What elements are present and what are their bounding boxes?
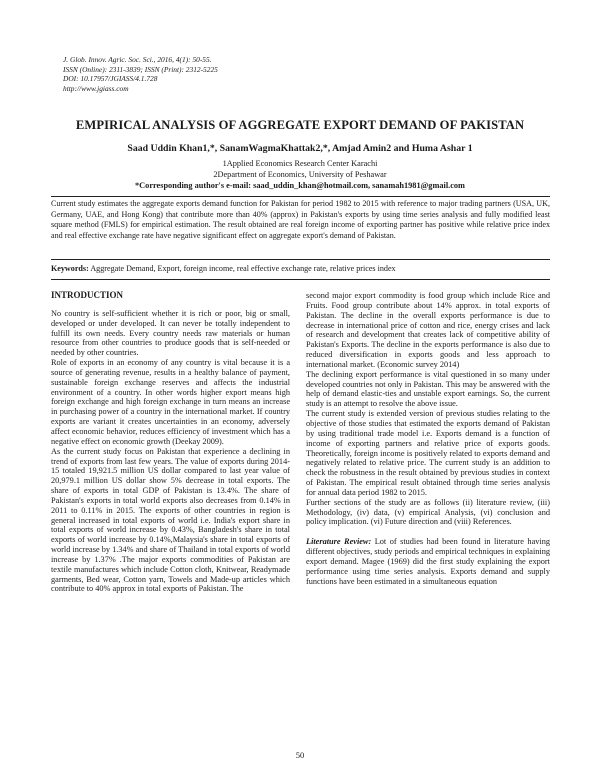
right-paragraph-3: The current study is extended version of previous studies relating to the objective of those studies that estimated the exports demand of Pakistan by using traditional trade model i.e. Exports demand is a function of income of exporting partners and relative price of exports goods. Theoretically, foreign income is positively related to exports demand and negatively related to relative price. The current study is an addition to check the robustness in the result obtained by previous studies in context of Pakistan. The empirical result obtained through time series analysis for annual data period 1982 to 2015.: [306, 409, 550, 497]
keywords: [51, 264, 550, 275]
journal-citation: J. Glob. Innov. Agric. Soc. Sci., 2016, 4(1): 50-55.: [63, 55, 212, 64]
left-column: [51, 291, 290, 594]
journal-issn: ISSN (Online): 2311-3839; ISSN (Print): 2312-5225: [63, 64, 218, 74]
author-list: Saad Uddin Khan1,*, SanamWagmaKhattak2,*, Amjad Amin2 and Huma Ashar 1: [127, 143, 473, 154]
journal-url[interactable]: http://www.jgiass.com: [63, 83, 129, 93]
affiliations: [0, 158, 600, 192]
abstract: Current study estimates the aggregate exports demand function for Pakistan for period 1982 to 2015 with reference to major trading partners (USA, UK, Germany, UAE, and Hong Kong) that contribute more than 40% (approx) in Pakistan's exports by using time series analysis and fully modified least square method (FMLS) for empirical estimation. The result obtained are real foreign income of exporting partner has positive while relative price index and real effective exchange rate have negative significant effect on aggregate export's demand of Pakistan.: [51, 199, 550, 241]
page-number: 50: [295, 750, 305, 760]
journal-doi: DOI: 10.17957/JGIASS/4.1.728: [63, 74, 158, 84]
section-heading-introduction: INTRODUCTION: [51, 290, 124, 300]
literature-review-label: Literature Review:: [306, 537, 372, 547]
affiliation-2: 2Department of Economics, University of Peshawar: [213, 170, 387, 180]
right-paragraph-4: Further sections of the study are as follows (ii) literature review, (iii) Methodology, (iv) data, (v) empirical Analysis, (vi) conclusion and policy implication. (vi) Future direction and (viii) References.: [306, 497, 550, 527]
abstract-bottom-rule: [51, 259, 550, 260]
keywords-rule: [51, 279, 550, 280]
literature-review-paragraph: [306, 537, 550, 586]
right-paragraph-1: second major export commodity is food group which include Rice and Fruits. Food group contribute about 14% approx. in total exports of Pakistan. The decline in the overall exports performance is due to decrease in international price of cotton and rice, energy crises and lack of research and development that creates lack of competitive ability of Pakistan's Exports. The decline in the exports performance is also due to reduced diversification in exports goods and less approach to international market. (Economic survey 2014): [306, 291, 550, 369]
abstract-top-rule: [51, 196, 550, 197]
intro-paragraph-3: As the current study focus on Pakistan that experience a declining in trend of exports from last few years. The value of exports during 2014-15 totaled 19,921.5 million US dollar compared to last year value of 20,979.1 million US dollar show 5% decrease in total exports. The share of exports in total GDP of Pakistan is 13.4%. The share of Pakistan's exports in total world exports also decreases from 0.14% in 2011 to 0.11% in 2015. The exports of other countries in region is general increased in total exports of world i.e. India's export share in total exports of world increase by 0.43%, Bangladesh's share in total exports of world increase by 0.14%,Malaysia's share in total exports of world increase by 1.34% and share of Thailand in total exports of world increase by 1.37% .The major exports commodities of Pakistan are textile manufactures which include Cotton cloth, Knitwear, Readymade garments, Bed wear, Cotton yarn, Towels and Made-up articles which contribute to 40% approx in total exports of Pakistan. The: [51, 446, 290, 594]
journal-header: [63, 55, 218, 93]
corresponding-author: *Corresponding author's e-mail: saad_uddin_khan@hotmail.com, sanamah1981@gmail.com: [135, 181, 465, 191]
literature-review-text: Lot of studies had been found in literature having different objectives, study periods and empirical techniques in explaining export demand. Magee (1969) did the first study explaining the export performance using time series analysis. Exports demand and supply functions have been estimated in a simultaneous equation: [306, 537, 551, 586]
paper-title: EMPIRICAL ANALYSIS OF AGGREGATE EXPORT DEMAND OF PAKISTAN: [75, 118, 525, 132]
keywords-text: Aggregate Demand, Export, foreign income, real effective exchange rate, relative prices index: [88, 264, 396, 273]
intro-paragraph-1: No country is self-sufficient whether it is rich or poor, big or small, developed or under developed. It can never be totally independent to fulfill its own needs. Every country needs raw materials or human resource from other countries to produce goods that is self-needed or needed by other countries.: [51, 308, 290, 358]
right-column: [306, 291, 550, 586]
affiliation-1: 1Applied Economics Research Center Karachi: [222, 159, 378, 168]
intro-paragraph-2: Role of exports in an economy of any country is vital because it is a source of generating revenue, results in a healthy balance of payment, sustainable foreign exchange reserves and affects the industrial environment of a country. In other words higher export means high foreign exchange and high foreign exchange in turn means an increase in purchasing power of a country in the international market. If country exports are variant it creates uncertainties in an economy, adversely affect economic behavior, reduces efficiency of investment which has a negative effect on economic growth (Deekay 2009).: [51, 358, 290, 446]
keywords-label: Keywords:: [51, 264, 89, 273]
right-paragraph-2: The declining export performance is vital questioned in so many under developed countries not only in Pakistan. This may be answered with the help of demand elastic-ties and unstable export earnings. So, the current study is an attempt to resolve the above issue.: [306, 369, 550, 409]
